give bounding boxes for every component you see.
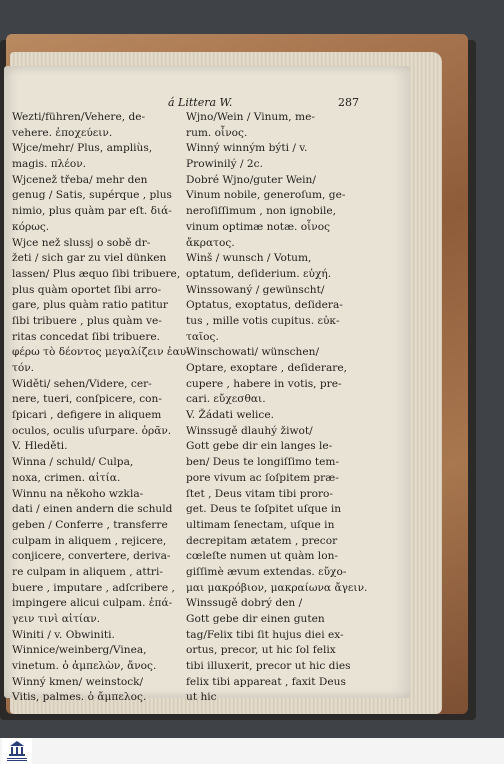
text-line: ταῖος.: [186, 330, 219, 343]
text-line: noxa, crimen. αἰτία.: [12, 471, 121, 484]
library-logo-icon: [2, 738, 32, 764]
text-line: Wjcenež třeba/ mehr den: [12, 173, 148, 186]
text-line: cœleſte numen ut quàm lon-: [186, 550, 338, 563]
text-line: Wjce/mehr/ Plus, ampliùs,: [12, 142, 153, 155]
text-line: ortus, precor, ut hic ſol felix: [186, 644, 336, 657]
text-line: Wjno/Wein / Vinum, me-: [186, 111, 315, 123]
text-line: φέρω τὸ δέοντος μεγαλίζειν ἐαυ-: [12, 346, 190, 359]
text-line: impingere alicui culpam. ἐπά-: [12, 597, 173, 610]
text-line: vinetum. ὁ ἀμπελὼν, ἄνος.: [12, 660, 157, 673]
text-line: V. Hleděti.: [12, 440, 68, 453]
text-line: Winnice/weinberg/Vinea,: [12, 644, 147, 657]
text-line: plus quàm oportet ſibi arro-: [12, 283, 162, 296]
text-line: magis. πλέον.: [12, 158, 87, 171]
text-line: tibi illuxerit, precor ut hic dies: [186, 660, 351, 673]
text-line: nere, tueri, conſpicere, con-: [12, 393, 162, 406]
left-column: [12, 110, 190, 706]
text-line: nimio, plus quàm par eſt. διά-: [12, 205, 172, 218]
text-line: Optatus, exoptatus, deſidera-: [186, 299, 343, 312]
page-header: [0, 96, 410, 110]
viewer-footer: [0, 738, 504, 764]
text-line: cari. εὔχεσθαι.: [186, 393, 266, 406]
text-line: ſibi tribuere , plus quàm ve-: [12, 314, 162, 327]
text-line: Winný kmen/ weinstock/: [12, 675, 144, 688]
text-line: ritas concedat ſibi tribuere.: [12, 330, 161, 343]
text-line: Vitis, palmes. ὁ ἄμπελος.: [12, 691, 147, 704]
text-line: decrepitam ætatem , precor: [186, 534, 338, 547]
text-line: vehere. ἐποχεύειν.: [12, 126, 113, 139]
page-number: 287: [338, 96, 359, 109]
text-line: ben/ Deus te longiſſimo tem-: [186, 456, 340, 469]
text-line: Winš / wunsch / Votum,: [186, 252, 312, 265]
text-line: Wezti/führen/Vehere, de-: [12, 111, 146, 123]
text-line: Vinum nobile, generoſum, ge-: [186, 189, 346, 202]
text-line: get. Deus te ſoſpitet uſque in: [186, 503, 342, 516]
text-line: Winssugě dlauhý žiwot/: [186, 424, 313, 437]
text-line: ſtet , Deus vitam tibi proro-: [186, 487, 333, 500]
text-line: ſpicari , defigere in aliquem: [12, 409, 162, 422]
text-line: Winna / schuld/ Culpa,: [12, 456, 134, 469]
text-line: conjicere, convertere, deriva-: [12, 550, 171, 563]
text-line: Optare, exoptare , deſiderare,: [186, 362, 348, 374]
text-line: buere , imputare , adſcribere ,: [12, 581, 175, 594]
text-line: genug / Satis, supérque , plus: [12, 189, 172, 202]
text-line: žeti / sich gar zu viel dünken: [12, 252, 167, 265]
text-line: felix tibi appareat , faxit Deus: [186, 675, 346, 688]
letter-header: á Littera W.: [168, 96, 233, 109]
text-line: pore vivum ac ſoſpitem præ-: [186, 471, 339, 484]
text-line: Winssowaný / gewünscht/: [186, 283, 325, 296]
text-line: Winiti / v. Obwiniti.: [12, 628, 115, 641]
text-line: Wjce než slussj o sobě dr-: [12, 236, 151, 249]
text-line: culpam in aliquem , rejicere,: [12, 534, 167, 547]
text-line: Prowinilý / 2c.: [186, 158, 263, 171]
text-line: oculos, oculis uſurpare. ὁρᾶν.: [12, 424, 172, 437]
text-line: dati / einen andern die schuld: [12, 503, 173, 516]
text-line: tag/Felix tibi ſit hujus diei ex-: [186, 628, 344, 641]
text-line: Winnu na někoho wzkla-: [12, 487, 144, 500]
text-line: Gott gebe dir ein langes le-: [186, 440, 333, 453]
text-line: gare, plus quàm ratio patitur: [12, 299, 168, 312]
text-line: neroſiſſimum , non ignobile,: [186, 205, 337, 218]
text-line: ultimam ſenectam, uſque in: [186, 518, 335, 531]
text-line: Winschowati/ wünschen/: [186, 346, 320, 359]
text-line: Winssugě dobrý den /: [186, 597, 303, 610]
text-line: ut hic: [186, 691, 217, 704]
text-line: Winný winným býti / v.: [186, 142, 308, 155]
text-line: V. Žádati welice.: [186, 409, 275, 422]
text-line: rum. οἶνος.: [186, 126, 248, 139]
text-line: ἄκρατος.: [186, 236, 235, 249]
text-line: τόν.: [12, 362, 35, 374]
text-line: Gott gebe dir einen guten: [186, 613, 325, 625]
text-line: geben / Conferre , transferre: [12, 518, 168, 531]
text-line: lassen/ Plus æquo ſibi tribuere,: [12, 267, 181, 280]
text-line: γειν τινὶ αἰτίαν.: [12, 613, 101, 625]
text-line: cupere , habere in votis, pre-: [186, 377, 342, 390]
text-line: optatum, deſiderium. εὐχή.: [186, 267, 332, 280]
text-line: κόρως.: [12, 220, 50, 233]
text-line: μαι μακρόβιον, μακραίωνα ἄγειν.: [186, 581, 368, 594]
text-line: Widěti/ sehen/Videre, cer-: [12, 377, 152, 390]
text-line: tus , mille votis cupitus. εὐκ-: [186, 314, 340, 327]
text-line: Dobré Wjno/guter Wein/: [186, 173, 316, 186]
text-line: vinum optimæ notæ. οἶνος: [186, 220, 331, 233]
text-line: giſſimè ævum extendas. εὔχο-: [186, 565, 347, 578]
right-column: [186, 110, 394, 706]
text-line: re culpam in aliquem , attri-: [12, 565, 163, 578]
